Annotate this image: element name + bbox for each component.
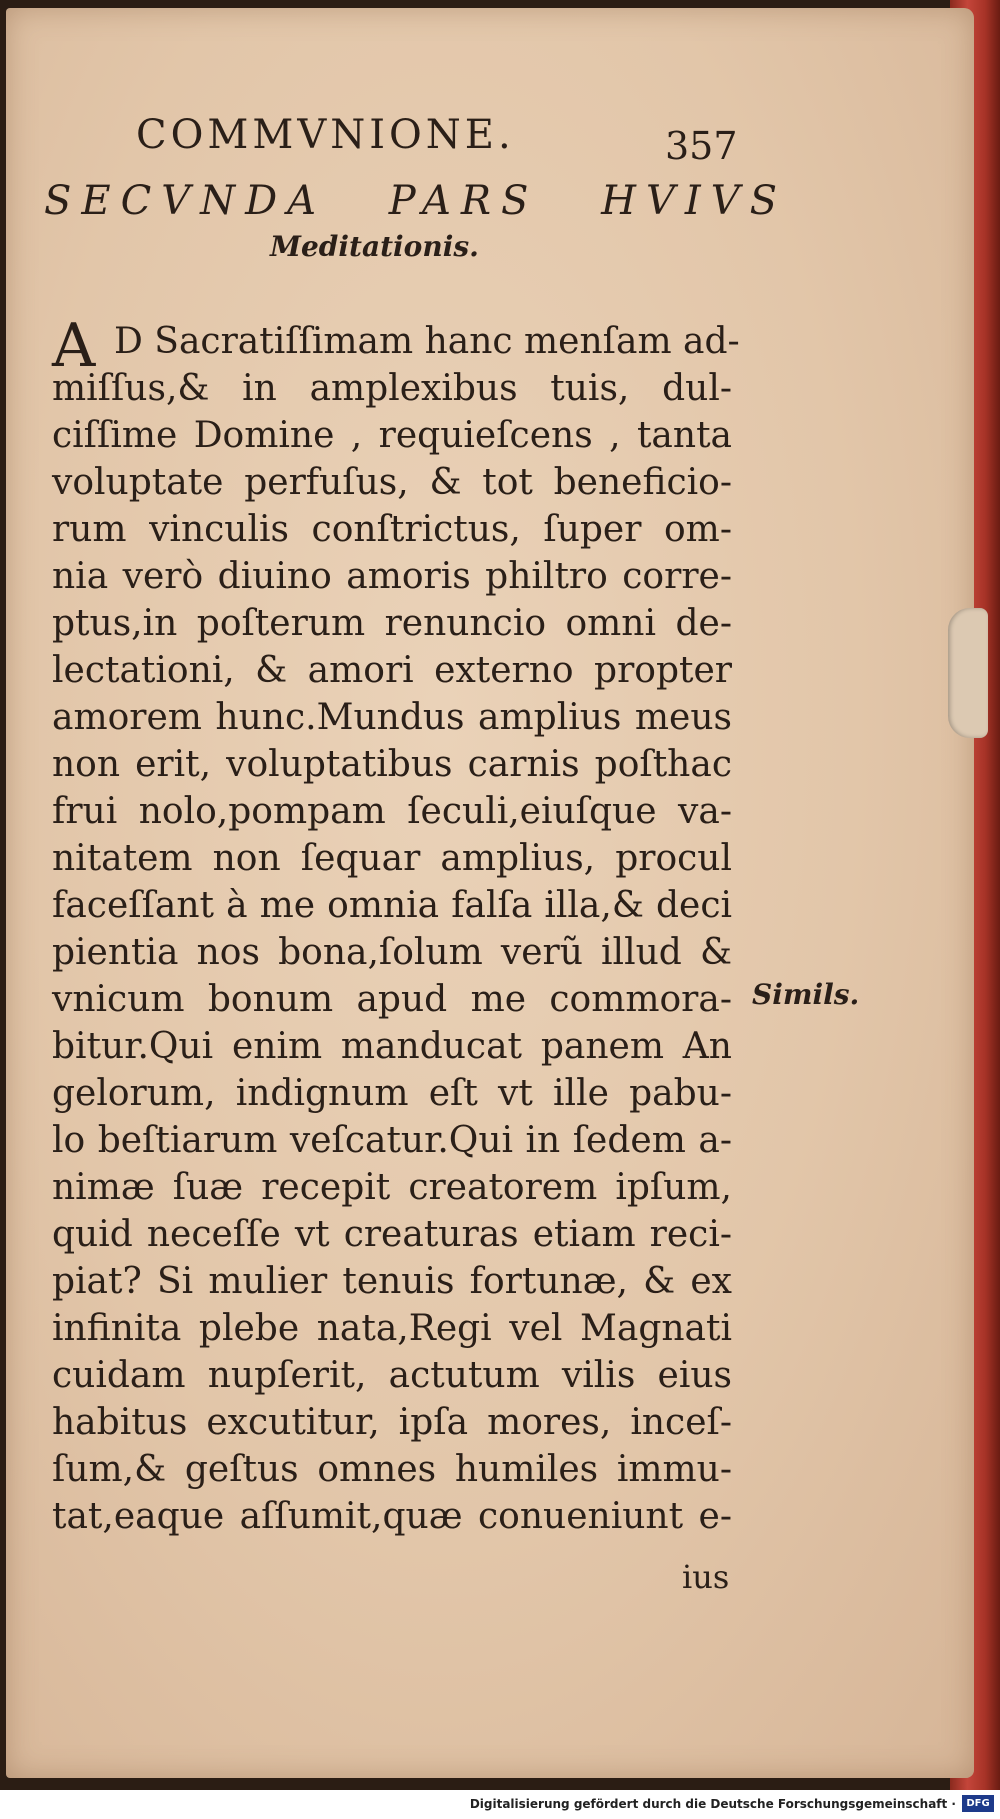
text-line: frui nolo,pompam ſeculi,eiuſque va- <box>52 791 732 832</box>
text-line: cuidam nupſerit, actutum vilis eius <box>52 1355 732 1396</box>
page-number: 357 <box>665 124 738 168</box>
text-line: tat,eaque aſſumit,quæ conueniunt e- <box>52 1496 732 1537</box>
text-line: miſſus,& in amplexibus tuis, dul- <box>52 368 732 409</box>
text-line: infinita plebe nata,Regi vel Magnati <box>52 1308 732 1349</box>
text-line: lectationi, & amori externo propter <box>52 650 732 691</box>
text-line: nimæ ſuæ recepit creatorem ipſum, <box>52 1167 732 1208</box>
page-tab <box>948 608 988 738</box>
text-line: gelorum, indignum eſt vt ille pabu- <box>52 1073 732 1114</box>
text-line: D Sacratiſſimam hanc menſam ad- <box>114 321 740 362</box>
catchword: ius <box>682 1558 730 1596</box>
text-line: rum vinculis conſtrictus, ſuper om- <box>52 509 732 550</box>
text-line: bitur.Qui enim manducat panem An <box>52 1026 732 1067</box>
footer-credit: Digitalisierung gefördert durch die Deutsche Forschungsgemeinschaft · <box>469 1797 956 1811</box>
text-line: ciſſime Domine , requieſcens , tanta <box>52 415 732 456</box>
section-heading: SECVNDA PARS HVIVS <box>44 178 787 224</box>
section-subheading: Meditationis. <box>270 230 479 263</box>
text-line: quid neceſſe vt creaturas etiam reci- <box>52 1214 732 1255</box>
text-line: habitus excutitur, ipſa mores, inceſ- <box>52 1402 732 1443</box>
text-line: voluptate perfuſus, & tot beneficio- <box>52 462 732 503</box>
running-head: COMMVNIONE. <box>136 112 515 158</box>
text-line: ſum,& geſtus omnes humiles immu- <box>52 1449 732 1490</box>
text-line: pientia nos bona,ſolum verũ illud & <box>52 932 732 973</box>
text-line: nia verò diuino amoris philtro corre- <box>52 556 732 597</box>
text-line: piat? Si mulier tenuis fortunæ, & ex <box>52 1261 732 1302</box>
body-text <box>52 311 740 1540</box>
footer-bar <box>0 1790 1000 1819</box>
text-line: lo beſtiarum veſcatur.Qui in ſedem a- <box>52 1120 732 1161</box>
text-line: non erit, voluptatibus carnis poſthac <box>52 744 732 785</box>
text-line: amorem hunc.Mundus amplius meus <box>52 697 732 738</box>
text-line: ptus,in poſterum renuncio omni de- <box>52 603 732 644</box>
text-line: faceſſant à me omnia falſa illa,& deci <box>52 885 732 926</box>
text-line: vnicum bonum apud me commora- <box>52 979 732 1020</box>
dfg-logo: DFG <box>962 1795 994 1812</box>
text-line: nitatem non ſequar amplius, procul <box>52 838 732 879</box>
margin-note: Simils. <box>752 978 860 1011</box>
drop-cap: A <box>52 311 96 381</box>
